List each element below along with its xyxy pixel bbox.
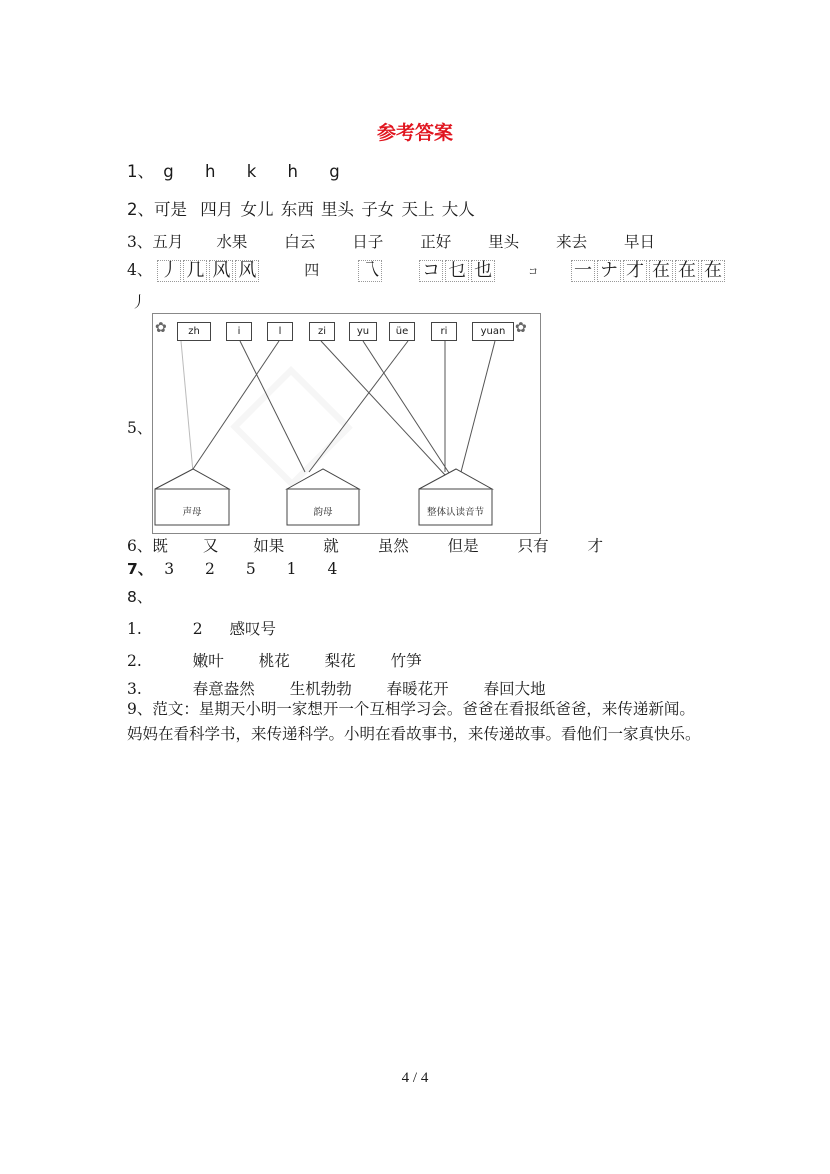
pinyin-box: ri xyxy=(431,322,457,341)
stroke-cell: 丿 xyxy=(157,260,181,282)
q7-number: 7、 xyxy=(127,560,154,578)
q7-row xyxy=(127,557,337,579)
q8-answer: 嫩叶 xyxy=(192,652,224,670)
q8-item xyxy=(127,677,546,699)
q1-answer: g xyxy=(163,162,174,181)
q8-item-number: 1. xyxy=(127,620,142,638)
q8-answer: 2 xyxy=(192,620,203,638)
stroke-order-group: 四 xyxy=(304,261,320,279)
category-label: 声母 xyxy=(182,507,202,518)
q9-essay: 9、范文：星期天小明一家想开一个互相学习会。爸爸在看报纸爸爸，来传递新闻。妈妈在看科学书，来传递科学。小明在看故事书，来传递故事。看他们一家真快乐。 xyxy=(127,700,701,743)
q6-answer: 虽然 xyxy=(377,537,409,555)
matching-lines xyxy=(153,314,540,533)
q4-tail: 丿 xyxy=(131,293,147,311)
q1-answer: h xyxy=(204,162,216,181)
q1-answer: k xyxy=(246,162,257,181)
pinyin-box: yu xyxy=(349,322,377,341)
stroke-cell: 一 xyxy=(571,260,595,282)
stroke-cell: コ xyxy=(419,260,443,282)
stroke-cell: 乁 xyxy=(358,260,382,282)
q8-item xyxy=(127,617,276,639)
q3-answer: 正好 xyxy=(420,233,452,251)
q1-answer: g xyxy=(329,162,340,181)
q2-answer: 可是 xyxy=(154,200,187,219)
q3-row xyxy=(127,230,655,252)
q7-answer: 2 xyxy=(205,560,215,578)
pinyin-box: i xyxy=(226,322,252,341)
q8-answer: 春暖花开 xyxy=(386,680,449,698)
page-title: 参考答案 xyxy=(376,122,453,144)
stroke-order-group: コ xyxy=(528,267,539,278)
q3-answer: 早日 xyxy=(624,233,656,251)
stroke-cell: 风 xyxy=(235,260,259,282)
pinyin-box: yuan xyxy=(472,322,514,341)
stroke-order-group xyxy=(419,260,497,282)
q8-answer: 生机勃勃 xyxy=(289,680,352,698)
pinyin-box: zi xyxy=(309,322,335,341)
q8-answer: 桃花 xyxy=(258,652,290,670)
category-label: 韵母 xyxy=(313,507,333,518)
q8-answer: 梨花 xyxy=(324,652,356,670)
q1-answer: h xyxy=(287,162,298,181)
decoration-icon-left: ✿ xyxy=(155,320,167,336)
q3-answer: 五月 xyxy=(152,233,184,251)
q6-answer: 既 xyxy=(152,537,168,555)
q8-answer: 春回大地 xyxy=(483,680,546,698)
q6-answer: 才 xyxy=(587,537,604,555)
stroke-cell: ナ xyxy=(597,260,621,282)
q2-answer: 大人 xyxy=(441,200,475,219)
q2-answer: 东西 xyxy=(280,200,314,219)
q6-answer: 但是 xyxy=(447,537,479,555)
stroke-cell: 在 xyxy=(675,260,699,282)
q4-number: 4、 xyxy=(127,261,153,279)
q7-answer: 3 xyxy=(164,560,175,578)
q7-answer: 1 xyxy=(286,560,297,578)
q6-row xyxy=(127,534,603,556)
stroke-cell: 风 xyxy=(209,260,233,282)
pinyin-box: zh xyxy=(177,322,211,341)
q5-number: 5、 xyxy=(127,419,153,437)
pinyin-matching-diagram xyxy=(152,313,541,534)
q6-answer: 就 xyxy=(323,537,339,555)
q3-number: 3、 xyxy=(127,233,153,251)
stroke-cell: 在 xyxy=(701,260,725,282)
q6-answer: 又 xyxy=(202,537,219,555)
q2-answer: 里头 xyxy=(321,200,354,219)
q3-answer: 来去 xyxy=(556,233,588,251)
q1-number: 1、 xyxy=(127,162,154,181)
q3-answer: 白云 xyxy=(284,233,316,251)
q2-answer: 子女 xyxy=(361,200,395,219)
pinyin-box: l xyxy=(267,322,293,341)
q7-answer: 4 xyxy=(327,560,338,578)
q8-answer: 春意盎然 xyxy=(192,680,255,698)
page-number: 4 / 4 xyxy=(401,1070,429,1086)
q8-item-number: 2. xyxy=(127,652,142,670)
q6-answer: 如果 xyxy=(253,537,285,555)
stroke-cell: 在 xyxy=(649,260,673,282)
q1-row xyxy=(127,158,340,182)
stroke-cell: 几 xyxy=(183,260,207,282)
q7-answer: 5 xyxy=(245,560,256,578)
q6-answer: 只有 xyxy=(517,537,549,555)
q2-answer: 天上 xyxy=(401,200,435,219)
stroke-order-group xyxy=(571,260,727,282)
q6-number: 6、 xyxy=(127,537,153,555)
pinyin-box: üe xyxy=(389,322,415,341)
stroke-cell: 才 xyxy=(623,260,647,282)
q8-answer: 竹笋 xyxy=(390,652,422,670)
q2-answer: 四月 xyxy=(200,200,234,219)
q8-answer: 感叹号 xyxy=(229,620,277,638)
stroke-order-group xyxy=(157,260,261,282)
q3-answer: 水果 xyxy=(216,233,248,251)
stroke-cell: 乜 xyxy=(445,260,469,282)
category-label: 整体认读音节 xyxy=(426,507,484,518)
q2-answer: 女儿 xyxy=(240,200,274,219)
stroke-order-group xyxy=(358,260,384,282)
q8-item xyxy=(127,649,422,671)
q8-number: 8、 xyxy=(127,588,153,606)
q3-answer: 里头 xyxy=(488,233,520,251)
q2-number: 2、 xyxy=(127,200,154,219)
q3-answer: 日子 xyxy=(352,233,384,251)
decoration-icon-right: ✿ xyxy=(515,320,527,336)
q2-row xyxy=(127,196,475,220)
q4-row xyxy=(127,258,727,282)
q8-item-number: 3. xyxy=(127,680,142,698)
stroke-cell: 也 xyxy=(471,260,495,282)
